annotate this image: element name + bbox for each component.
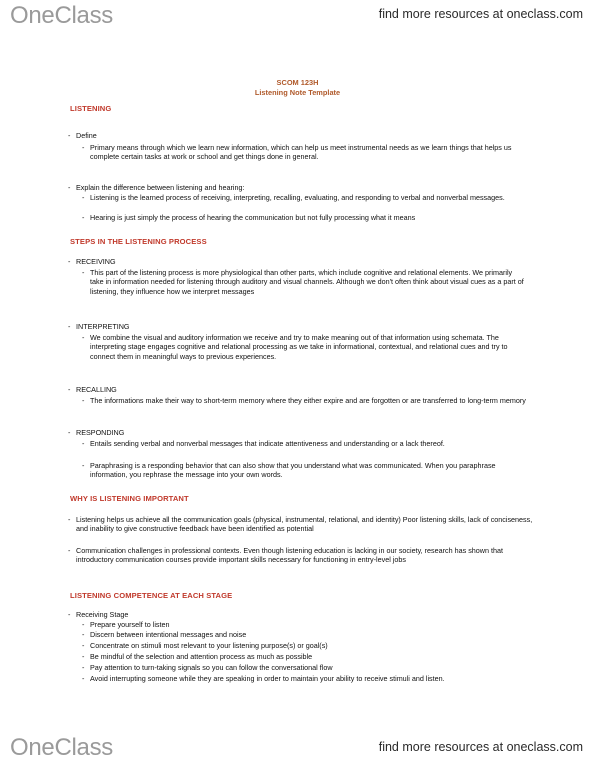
section-heading-why: WHY IS LISTENING IMPORTANT [70, 494, 189, 503]
bullet-dash: - [82, 641, 85, 650]
sub-item-text: Listening is the learned process of receiving, interpreting, recalling, evaluating, and responding to verbal and nonverbal messages. [90, 193, 505, 202]
bullet-dash: - [82, 396, 85, 405]
list-item-label: Define [76, 131, 97, 140]
course-title: SCOM 123H [276, 78, 319, 87]
section-heading-competence: LISTENING COMPETENCE AT EACH STAGE [70, 591, 233, 600]
bullet-dash: - [68, 546, 71, 555]
list-item-text: Listening helps us achieve all the communication goals (physical, instrumental, relational, and identity) Poor listening skills, lack of conciseness, and inability to give constructive feedback have been identified as potential [76, 515, 533, 534]
bullet-dash: - [68, 257, 71, 266]
bullet-dash: - [82, 268, 85, 277]
bullet-dash: - [82, 652, 85, 661]
oneclass-logo[interactable]: OneClass [10, 2, 113, 29]
oneclass-logo[interactable]: OneClass [10, 734, 113, 761]
bullet-dash: - [68, 385, 71, 394]
document-subtitle: Listening Note Template [254, 88, 341, 97]
list-item-label: RESPONDING [76, 428, 125, 437]
list-item-label: RECEIVING [76, 257, 116, 266]
bullet-dash: - [82, 461, 85, 470]
bullet-dash: - [68, 610, 71, 619]
bullet-dash: - [68, 183, 71, 192]
sub-item-text: We combine the visual and auditory information we receive and try to make meaning out of that information using schemata. The interpreting stage engages cognitive and relational processing as we take in informational, contextual, and relational cues and try to connect them in meaningful ways to previous experiences. [90, 333, 508, 361]
sub-item-text: Prepare yourself to listen [90, 620, 170, 629]
sub-item-text: Paraphrasing is a responding behavior that can also show that you understand what was communicated. When you paraphrase information, you rephrase the message into your own words. [90, 461, 496, 480]
bullet-dash: - [82, 630, 85, 639]
footer-bar [0, 730, 595, 770]
bullet-dash: - [82, 439, 85, 448]
bullet-dash: - [68, 322, 71, 331]
bullet-dash: - [82, 663, 85, 672]
bullet-dash: - [82, 620, 85, 629]
bullet-dash: - [68, 131, 71, 140]
header-tagline-link[interactable]: find more resources at oneclass.com [378, 7, 583, 21]
sub-item-text: The informations make their way to short-term memory where they either expire and are forgotten or are transferred to long-term memory [90, 396, 526, 405]
bullet-dash: - [82, 143, 85, 152]
bullet-dash: - [82, 333, 85, 342]
list-item-text: Communication challenges in professional contexts. Even though listening education is lacking in our society, research has shown that introductory communication courses provide important skills necessary for functioning in entry-level jobs [76, 546, 503, 565]
sub-item-text: Entails sending verbal and nonverbal messages that indicate attentiveness and understanding or a lack thereof. [90, 439, 445, 448]
bullet-dash: - [82, 674, 85, 683]
bullet-dash: - [68, 515, 71, 524]
sub-item-text: Avoid interrupting someone while they are speaking in order to maintain your ability to receive stimuli and listen. [90, 674, 445, 683]
sub-item-text: Primary means through which we learn new information, which can help us meet instrumental needs as we learn things that helps us complete certain tasks at work or school and get things done in general. [90, 143, 512, 162]
bullet-dash: - [68, 428, 71, 437]
sub-item-text: This part of the listening process is more physiological than other parts, which include cognitive and relational elements. We primarily take in information needed for listening through auditory and visual channels. Although we don't often think about visual cues as a part of listening, they influence how we interpret messages [90, 268, 524, 296]
list-item-label: Explain the difference between listening and hearing: [76, 183, 245, 192]
section-heading-steps: STEPS IN THE LISTENING PROCESS [70, 237, 207, 246]
sub-item-text: Hearing is just simply the process of hearing the communication but not fully processing what it means [90, 213, 416, 222]
footer-tagline-link[interactable]: find more resources at oneclass.com [378, 740, 583, 754]
list-item-label: INTERPRETING [76, 322, 130, 331]
section-heading-listening: LISTENING [70, 104, 112, 113]
sub-item-text: Discern between intentional messages and noise [90, 630, 247, 639]
list-item-label: RECALLING [76, 385, 117, 394]
bullet-dash: - [82, 213, 85, 222]
bullet-dash: - [82, 193, 85, 202]
sub-item-text: Pay attention to turn-taking signals so you can follow the conversational flow [90, 663, 333, 672]
list-item-label: Receiving Stage [76, 610, 129, 619]
sub-item-text: Concentrate on stimuli most relevant to your listening purpose(s) or goal(s) [90, 641, 328, 650]
sub-item-text: Be mindful of the selection and attention process as much as possible [90, 652, 313, 661]
